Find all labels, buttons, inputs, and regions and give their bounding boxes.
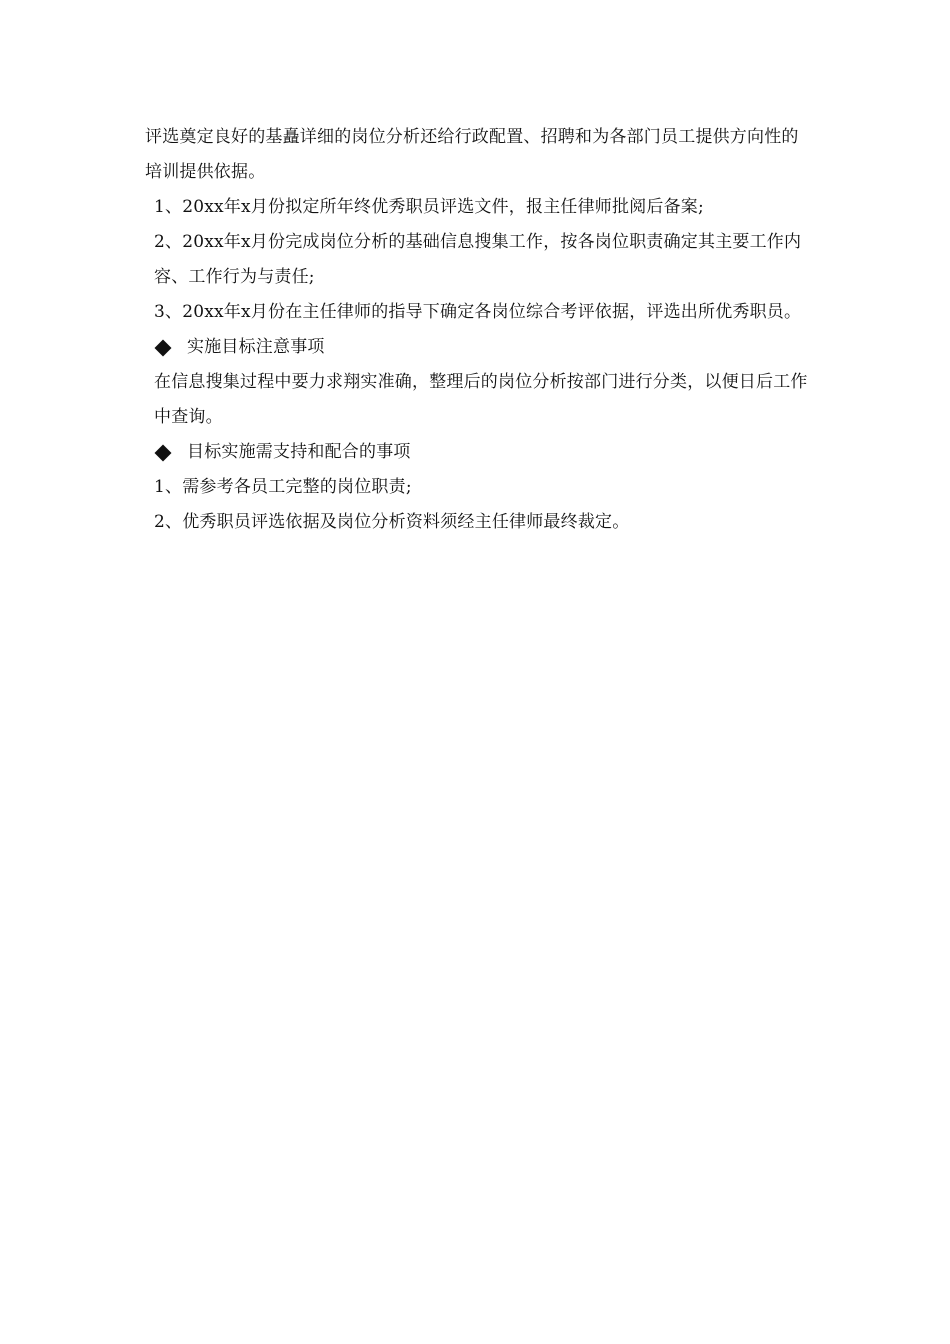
support-heading-text: 目标实施需支持和配合的事项 [187,442,411,462]
step-item-2: 2、20xx年x月份完成岗位分析的基础信息搜集工作，按各岗位职责确定其主要工作内容、工作行为与责任; [154,232,802,287]
support-item-2: 2、优秀职员评选依据及岗位分析资料须经主任律师最终裁定。 [154,512,630,532]
support-heading [145,435,810,470]
notes-heading [145,330,810,365]
diamond-bullet-icon [155,444,172,461]
document-body [145,120,810,540]
notes-paragraph: 在信息搜集过程中要力求翔实准确，整理后的岗位分析按部门进行分类，以便日后工作中查询。 [154,372,808,427]
support-item-1: 1、需参考各员工完整的岗位职责; [154,477,412,497]
notes-heading-text: 实施目标注意事项 [187,337,325,357]
step-item-3: 3、20xx年x月份在主任律师的指导下确定各岗位综合考评依据，评选出所优秀职员。 [154,302,802,322]
diamond-bullet-icon [155,339,172,356]
intro-paragraph: 评选奠定良好的基矗详细的岗位分析还给行政配置、招聘和为各部门员工提供方向性的培训提供依据。 [145,127,799,182]
step-item-1: 1、20xx年x月份拟定所年终优秀职员评选文件，报主任律师批阅后备案; [154,197,704,217]
